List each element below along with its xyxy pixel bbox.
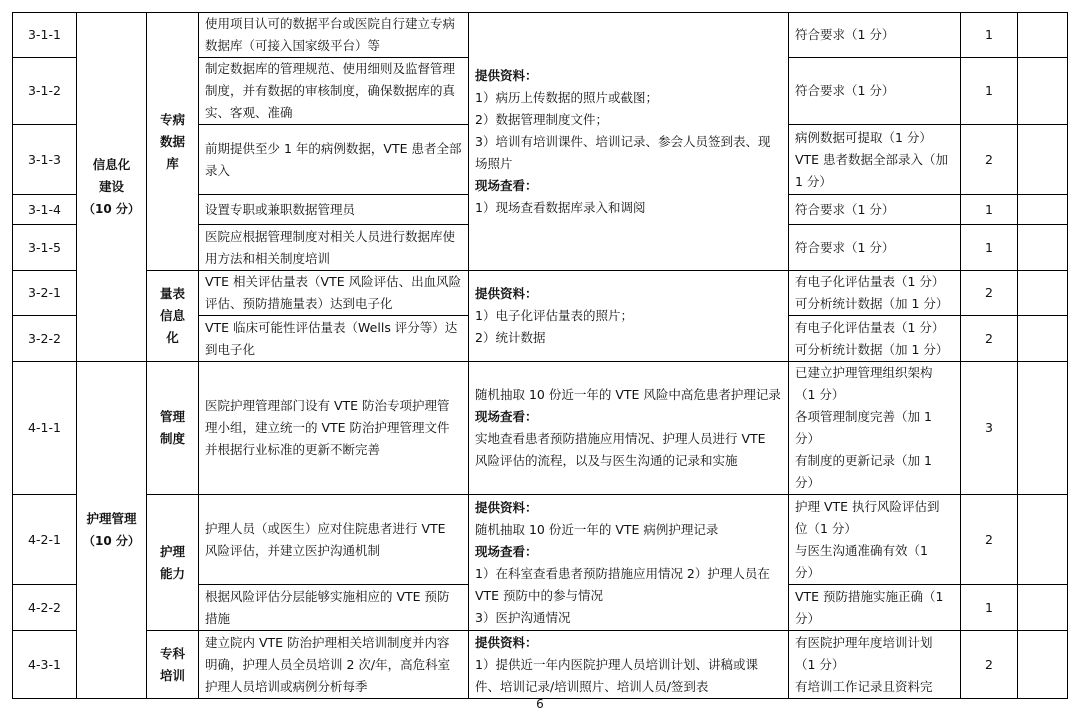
page-number: 6 [536, 697, 544, 711]
category-points: （10 分） [83, 534, 140, 548]
score-cell: 1 [961, 225, 1018, 271]
item-description: VTE 相关评估量表（VTE 风险评估、出血风险评估、预防措施量表）达到电子化 [199, 271, 469, 316]
requirement-heading: 提供资料： [475, 286, 538, 301]
blank-cell [1018, 13, 1068, 58]
item-description: 建立院内 VTE 防治护理相关培训制度并内容明确，护理人员全员培训 2 次/年，高危科室护理人员培训或病例分析每季 [199, 631, 469, 699]
standard-line: 护理 VTE 执行风险评估到 [795, 498, 940, 514]
subcategory-cell [147, 631, 199, 699]
requirement-line: 1）病历上传数据的照片或截图； [475, 89, 658, 105]
item-description: 医院应根据管理制度对相关人员进行数据库使用方法和相关制度培训 [199, 225, 469, 271]
blank-cell [1018, 58, 1068, 125]
table-row [13, 271, 1068, 316]
requirement-cell [469, 13, 789, 271]
requirement-heading: 现场查看： [475, 543, 538, 559]
blank-cell [1018, 125, 1068, 195]
table-row [13, 495, 1068, 585]
requirement-line: 2）数据管理制度文件； [475, 111, 608, 127]
category-cell [77, 362, 147, 699]
requirement-heading: 提供资料： [475, 499, 538, 515]
standard-line: 可分析统计数据（加 1 分） [795, 296, 949, 311]
scoring-standard [789, 585, 961, 631]
requirement-line: 2）统计数据 [475, 330, 546, 345]
category-name: 护理管理 [86, 511, 137, 526]
blank-cell [1018, 225, 1068, 271]
requirement-heading: 提供资料： [475, 634, 538, 650]
blank-cell [1018, 495, 1068, 585]
requirement-line: 1）电子化评估量表的照片； [475, 308, 633, 323]
category-name: 信息化建设 [92, 157, 131, 194]
subcategory-cell [147, 495, 199, 631]
subcategory-cell [147, 362, 199, 495]
scoring-standard: 符合要求（1 分） [789, 195, 961, 225]
scoring-standard [789, 316, 961, 362]
requirement-line: 1）提供近一年内医院护理人员培训计划、讲稿或课件、培训记录/培训照片、培训人员/签到表 [475, 656, 758, 694]
subcategory-cell [147, 271, 199, 362]
requirement-line: 3）培训有培训课件、培训记录、参会人员签到表、现场照片 [475, 133, 771, 171]
subcategory-name: 量表信息化 [159, 286, 185, 345]
blank-cell [1018, 585, 1068, 631]
item-code: 4-3-1 [13, 631, 77, 699]
score-cell: 2 [961, 495, 1018, 585]
standard-line: （1 分） [795, 656, 845, 672]
standard-line: 分） [795, 564, 821, 580]
blank-cell [1018, 316, 1068, 362]
standard-line: 有医院护理年度培训计划 [795, 634, 933, 650]
score-cell: 2 [961, 631, 1018, 699]
item-description: VTE 临床可能性评估量表（Wells 评分等）达到电子化 [199, 316, 469, 362]
standard-line: （1 分） [795, 387, 845, 402]
standard-line: 分） [795, 431, 821, 446]
score-cell: 1 [961, 585, 1018, 631]
requirement-line: 实地查看患者预防措施应用情况、护理人员进行 VTE 风险评估的流程，以及与医生沟通的记录和实施 [475, 431, 766, 468]
scoring-standard [789, 495, 961, 585]
evaluation-table [12, 12, 1068, 699]
blank-cell [1018, 362, 1068, 495]
standard-line: 有电子化评估量表（1 分） [795, 319, 945, 335]
standard-line: 各项管理制度完善（加 1 [795, 409, 932, 424]
requirement-heading: 提供资料： [475, 67, 538, 83]
table-row [13, 362, 1068, 495]
scoring-standard [789, 125, 961, 195]
requirement-cell [469, 271, 789, 362]
requirement-line: 1）在科室查看患者预防措施应用情况 2）护理人员在 VTE 预防中的参与情况 [475, 565, 770, 603]
item-description: 根据风险评估分层能够实施相应的 VTE 预防措施 [199, 585, 469, 631]
subcategory-name: 管理制度 [159, 409, 185, 446]
scoring-standard: 符合要求（1 分） [789, 58, 961, 125]
requirement-heading: 现场查看： [475, 409, 538, 424]
item-code: 3-1-5 [13, 225, 77, 271]
subcategory-cell [147, 13, 199, 271]
table-row [13, 631, 1068, 699]
item-code: 3-2-1 [13, 271, 77, 316]
item-description: 前期提供至少 1 年的病例数据，VTE 患者全部录入 [199, 125, 469, 195]
standard-line: 分） [795, 610, 821, 626]
requirement-cell [469, 495, 789, 631]
standard-line: 有培训工作记录且资料完 [795, 678, 933, 694]
table-row [13, 13, 1068, 58]
requirement-cell [469, 631, 789, 699]
requirement-line: 3）医护沟通情况 [475, 609, 571, 625]
scoring-standard: 符合要求（1 分） [789, 225, 961, 271]
item-description: 使用项目认可的数据平台或医院自行建立专病数据库（可接入国家级平台）等 [199, 13, 469, 58]
standard-line: 1 分） [795, 173, 832, 189]
standard-line: 位（1 分） [795, 520, 857, 536]
item-code: 3-2-2 [13, 316, 77, 362]
item-code: 3-1-1 [13, 13, 77, 58]
standard-line: VTE 患者数据全部录入（加 [795, 151, 949, 167]
score-cell: 2 [961, 316, 1018, 362]
item-description: 制定数据库的管理规范、使用细则及监督管理制度，并有数据的审核制度，确保数据库的真实、客观、准确 [199, 58, 469, 125]
scoring-standard [789, 362, 961, 495]
subcategory-name: 专病数据库 [159, 111, 185, 171]
standard-line: 已建立护理管理组织架构 [795, 365, 933, 380]
standard-line: 有电子化评估量表（1 分） [795, 274, 945, 289]
requirement-line: 随机抽取 10 份近一年的 VTE 风险中高危患者护理记录 [475, 387, 781, 402]
requirement-cell [469, 362, 789, 495]
item-description: 设置专职或兼职数据管理员 [199, 195, 469, 225]
score-cell: 2 [961, 125, 1018, 195]
standard-line: 可分析统计数据（加 1 分） [795, 341, 949, 357]
requirement-line: 随机抽取 10 份近一年的 VTE 病例护理记录 [475, 521, 719, 537]
standard-line: 有制度的更新记录（加 1 [795, 453, 932, 468]
score-cell: 1 [961, 13, 1018, 58]
blank-cell [1018, 271, 1068, 316]
score-cell: 2 [961, 271, 1018, 316]
standard-line: VTE 预防措施实施正确（1 [795, 588, 944, 604]
score-cell: 1 [961, 58, 1018, 125]
category-points: （10 分） [83, 202, 140, 216]
score-cell: 1 [961, 195, 1018, 225]
category-cell [77, 13, 147, 362]
subcategory-name: 专科培训 [159, 645, 185, 683]
item-code: 3-1-3 [13, 125, 77, 195]
item-description: 医院护理管理部门设有 VTE 防治专项护理管理小组，建立统一的 VTE 防治护理管理文件并根据行业标准的更新不断完善 [199, 362, 469, 495]
item-description: 护理人员（或医生）应对住院患者进行 VTE 风险评估，并建立医护沟通机制 [199, 495, 469, 585]
standard-line: 分） [795, 475, 821, 490]
item-code: 4-1-1 [13, 362, 77, 495]
subcategory-name: 护理能力 [159, 543, 185, 581]
blank-cell [1018, 195, 1068, 225]
standard-line: 病例数据可提取（1 分） [795, 129, 932, 145]
standard-line: 与医生沟通准确有效（1 [795, 542, 928, 558]
item-code: 3-1-4 [13, 195, 77, 225]
item-code: 3-1-2 [13, 58, 77, 125]
requirement-heading: 现场查看： [475, 177, 538, 193]
scoring-standard [789, 631, 961, 699]
scoring-standard: 符合要求（1 分） [789, 13, 961, 58]
item-code: 4-2-2 [13, 585, 77, 631]
score-cell: 3 [961, 362, 1018, 495]
item-code: 4-2-1 [13, 495, 77, 585]
scoring-standard [789, 271, 961, 316]
blank-cell [1018, 631, 1068, 699]
requirement-line: 1）现场查看数据库录入和调阅 [475, 199, 646, 215]
